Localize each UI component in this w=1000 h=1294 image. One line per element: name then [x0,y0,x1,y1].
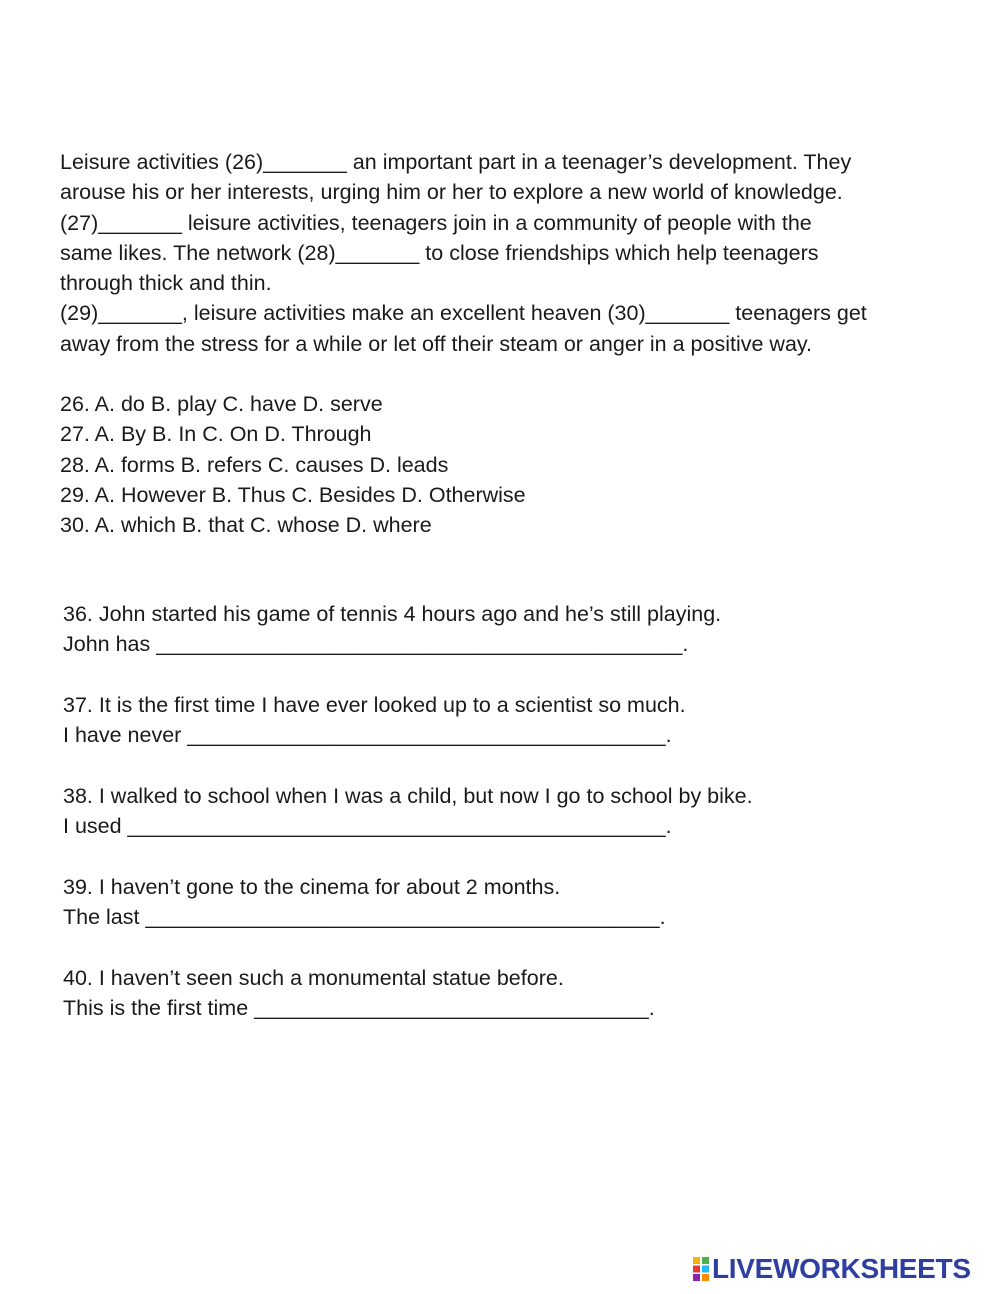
rewrite-answer-blank[interactable]: The last ___________________________________________. [63,904,666,929]
rewrite-answer-blank[interactable]: I used _____________________________________________. [63,814,672,839]
option-row-30: 30. A. which B. that C. whose D. where [60,513,432,538]
cloze-passage [60,147,940,359]
rewrite-item-37 [63,690,943,751]
rewrite-item-40 [63,963,943,1024]
passage-line: Leisure activities (26)_______ an important part in a teenager’s development. They [60,150,852,174]
sentence-rewrite-section [63,599,943,1053]
passage-line: away from the stress for a while or let off their steam or anger in a positive way. [60,331,813,356]
passage-line: through thick and thin. [60,271,272,296]
option-row-26: 26. A. do B. play C. have D. serve [60,392,383,416]
rewrite-question: 38. I walked to school when I was a child, but now I go to school by bike. [63,783,753,808]
passage-line: (27)_______ leisure activities, teenagers join in a community of people with the [60,210,812,235]
passage-line: arouse his or her interests, urging him or her to explore a new world of knowledge. [60,180,843,205]
rewrite-answer-blank[interactable]: John has ____________________________________________. [63,632,689,657]
rewrite-answer-blank[interactable]: I have never ________________________________________. [63,723,672,748]
liveworksheets-logo-icon [693,1257,709,1281]
logo-text: LIVEWORKSHEETS [712,1253,971,1284]
rewrite-item-38 [63,781,943,842]
rewrite-item-36 [63,599,943,660]
option-row-29: 29. A. However B. Thus C. Besides D. Otherwise [60,482,526,507]
rewrite-question: 40. I haven’t seen such a monumental statue before. [63,965,564,990]
passage-line: (29)_______, leisure activities make an excellent heaven (30)_______ teenagers get [60,301,867,326]
rewrite-question: 39. I haven’t gone to the cinema for about 2 months. [63,874,561,899]
answer-options [60,389,940,540]
liveworksheets-logo [693,1254,971,1284]
rewrite-question: 37. It is the first time I have ever looked up to a scientist so much. [63,692,686,717]
rewrite-item-39 [63,872,943,933]
rewrite-question: 36. John started his game of tennis 4 hours ago and he’s still playing. [63,602,722,626]
passage-line: same likes. The network (28)_______ to close friendships which help teenagers [60,240,819,265]
rewrite-answer-blank[interactable]: This is the first time _________________________________. [63,995,655,1020]
option-row-28: 28. A. forms B. refers C. causes D. leads [60,452,449,477]
option-row-27: 27. A. By B. In C. On D. Through [60,422,372,447]
